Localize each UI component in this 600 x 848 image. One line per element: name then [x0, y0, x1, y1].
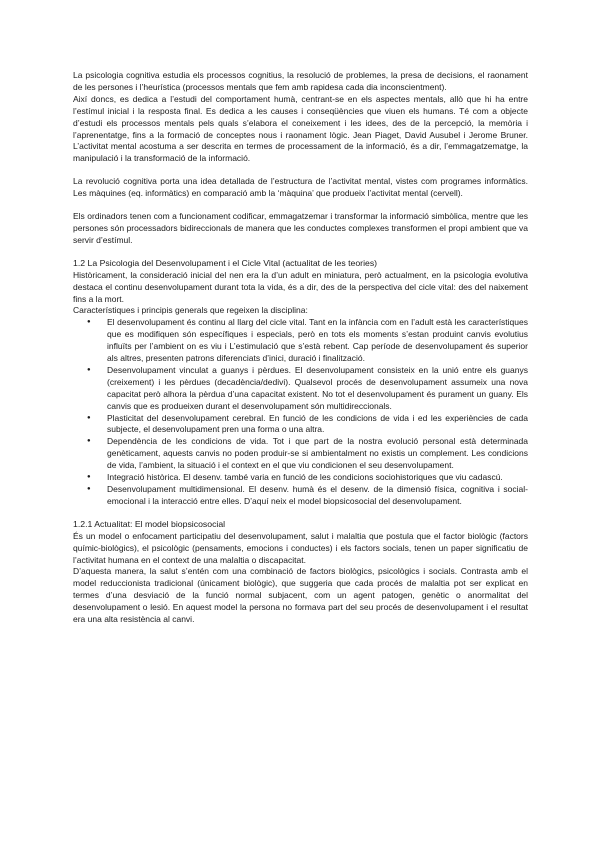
intro-paragraph-3: La revolució cognitiva porta una idea detallada de l’estructura de l’activitat mental, vistes com programes informàtics. Les màquines (eq. informàtics) en comparació amb la ‘màquina’ que produeix l’activitat mental (cervell). [73, 176, 528, 199]
section-1-2-paragraph-2: Característiques i principis generals que regeixen la disciplina: [73, 305, 308, 316]
intro-paragraph-2: Així doncs, es dedica a l’estudi del comportament humà, centrant-se en els aspectes mentals, allò que hi ha entre l’estímul inicial i la resposta final. Es dedica a les causes i conseqüències que viuen els humans. Té com a objecte d’estudi els processos mentals pels quals s’elabora el coneixement i les idees, des de la percepció, la memòria i l’aprenentatge, fins a la formació de conceptes nous i raonament lògic. Jean Piaget, David Ausubel i Jerome Bruner. L’activitat mental acostuma a ser descrita en termes de processament de la informació, és a dir, l’emmagatzematge, la manipulació i la transformació de la informació. [73, 93, 528, 164]
section-heading-1-2: 1.2 La Psicologia del Desenvolupament i el Cicle Vital (actualitat de les teories) [73, 257, 378, 268]
section-1-2-1-paragraph-1: És un model o enfocament participatiu del desenvolupament, salut i malaltia que postula que el factor biològic (factors químic-biològics), el psicològic (pensaments, emocions i conductes) i els factors socials, tenen un paper significatiu de l’activitat humana en el context de una malaltia o discapacitat. [73, 530, 528, 565]
intro-paragraph-1: La psicologia cognitiva estudia els processos cognitius, la resolució de problemes, la presa de decisions, el raonament de les persones i l’heurística (processos mentals que fem amb rapidesa cada dia inconscientment). [73, 70, 528, 92]
intro-paragraph-4: Els ordinadors tenen com a funcionament codificar, emmagatzemar i transformar la informació simbòlica, mentre que les persones són processadors bidireccionals de manera que les conductes complexes transformen el propi ambient que va servir d’estímul. [73, 211, 528, 245]
principles-list [73, 317, 528, 508]
document-page [73, 70, 528, 626]
list-item: ● Plasticitat del desenvolupament cerebral. En funció de les condicions de vida i ed les experiències de cada subjecte, el desenvolupament pren una forma o una altra. [107, 413, 528, 437]
section-1-2-paragraph-1: Històricament, la consideració inicial del nen era la d’un adult en miniatura, però actualment, en la psicologia evolutiva destaca el continu desenvolupament durant tota la vida, és a dir, des de la perspectiva del cicle vital: des del naixement fins a la mort. [73, 269, 528, 304]
section-1-2-1-paragraph-2: D’aquesta manera, la salut s’entén com una combinació de factors biològics, psicològics i socials. Contrasta amb el model reduccionista tradicional (únicament biològic), que suggeria que cada procés de malaltia pot ser explicat en termes d’una desviació de la funció normal subjacent, com un agent patogen, genètic o anormalitat del desenvolupament o lesió. En aquest model la persona no formava part del seu procés de desenvolupament i el resultat era una alta resistència al canvi. [73, 566, 528, 625]
list-item: ● Desenvolupament multidimensional. El desenv. humà és el desenv. de la dimensió física, cognitiva i social-emocional i la interacció entre elles. D’aquí neix el model biopsicosocial del desenvolupament. [107, 484, 528, 508]
list-item: ● Dependència de les condicions de vida. Tot i que part de la nostra evolució personal està determinada genèticament, aquests canvis no poden produir-se si ambientalment no existis un complement. Les condicions de vida, l’ambient, la situació i el context en el que viu condicionen el seu desenvolupament. [107, 436, 528, 472]
list-item: ● Desenvolupament vinculat a guanys i pèrdues. El desenvolupament consisteix en la unió entre els guanys (creixement) i les pèrdues (decadència/dedivi). Qualsevol procés de desenvolupament assumeix una nova capacitat però alhora la pèrdua d’una capacitat existent. No tot el desenvolupament és purament un guany. Els canvis que es produeixen durant el desenvolupament són multidireccionals. [107, 365, 528, 413]
section-heading-1-2-1: 1.2.1 Actualitat: El model biopsicosocial [73, 518, 226, 529]
list-item: ● Integració històrica. El desenv. també varia en funció de les condicions sociohistoriques que viu cadascú. [107, 472, 528, 484]
list-item: ● El desenvolupament és continu al llarg del cicle vital. Tant en la infància com en l’adult està les característiques que es modifiquen són específiques i especials, però en tots els moments s’estan produint canvis evolutius influïts per l’ambient on es viu i L’estimulació que s’està rebent. Cap període de desenvolupament és superior als altres, presenten patrons diferenciats d’inici, duració i finalització. [107, 317, 528, 365]
